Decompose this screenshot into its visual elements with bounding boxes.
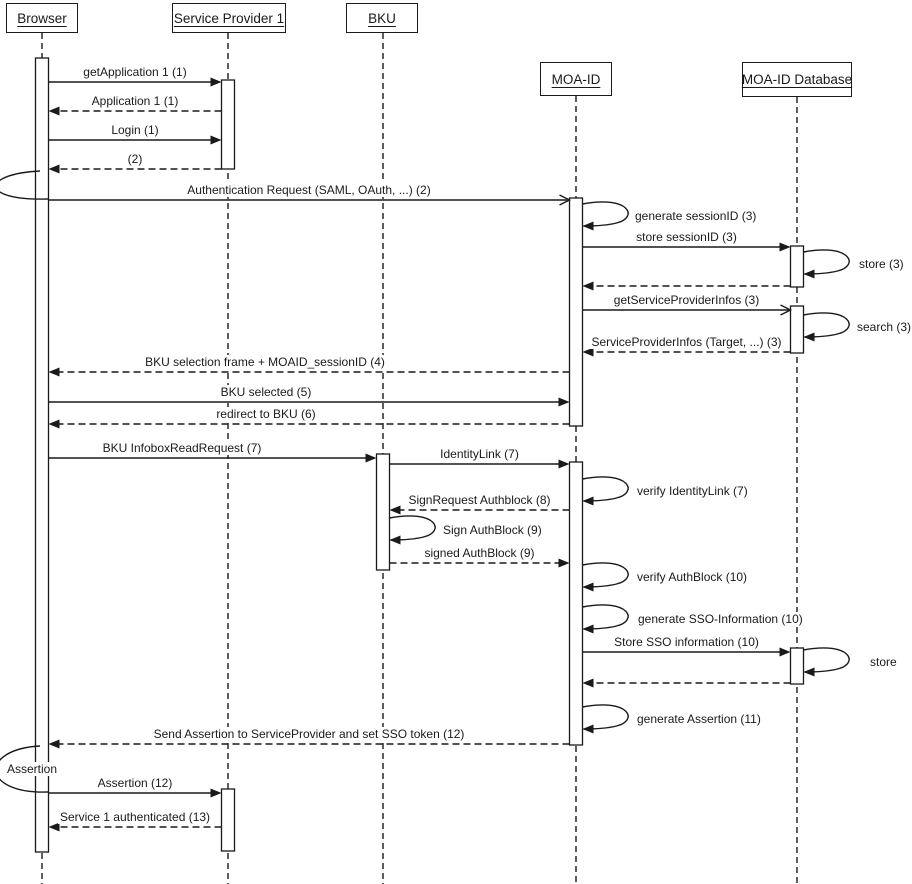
actor-label-sp1: Service Provider 1: [173, 10, 285, 26]
actor-moaid: [540, 62, 612, 96]
arrowhead: [583, 282, 594, 291]
arrowhead: [804, 668, 815, 677]
arrowhead: [211, 136, 222, 145]
arrowhead: [211, 78, 222, 87]
arrowhead: [49, 107, 60, 116]
arrowhead: [49, 165, 60, 174]
activation-moaid: [570, 462, 583, 745]
self-message-loop: [583, 202, 629, 226]
actor-bku: [346, 3, 418, 33]
self-message-label: generate sessionID (3): [635, 209, 757, 223]
arrowhead: [583, 625, 594, 634]
self-message-loop: [583, 563, 629, 587]
self-message-label: generate SSO-Information (10): [638, 612, 803, 626]
arrowhead: [780, 648, 791, 657]
activation-moaid: [570, 198, 583, 426]
self-message-loop: [804, 648, 850, 672]
message-label: Store SSO information (10): [614, 635, 759, 649]
arrowhead: [49, 740, 60, 749]
actor-sp1: [172, 3, 286, 33]
message-label: Authentication Request (SAML, OAuth, ...) (2): [187, 183, 431, 197]
self-message-loop: [804, 313, 850, 337]
actor-moadb: [742, 62, 852, 97]
actor-browser: [6, 3, 78, 33]
arrowhead: [49, 368, 60, 377]
self-message-loop: [583, 705, 629, 729]
activation-moadb: [791, 648, 804, 684]
self-message-loop: [390, 516, 436, 540]
self-message-label: verify AuthBlock (10): [637, 570, 748, 584]
message-label: getServiceProviderInfos (3): [613, 293, 760, 307]
actor-label-moaid: MOA-ID: [551, 71, 601, 87]
actor-label-moadb: MOA-ID Database: [741, 72, 853, 87]
self-message-loop: [583, 605, 629, 629]
arrowhead: [583, 222, 594, 231]
self-message-label: generate Assertion (11): [637, 712, 761, 726]
message-label: SignRequest Authblock (8): [408, 493, 551, 507]
actor-label-browser: Browser: [17, 10, 67, 26]
arrowhead: [804, 333, 815, 342]
message-label: Application 1 (1): [91, 94, 179, 108]
arrowhead: [780, 243, 791, 252]
activation-browser: [36, 58, 49, 852]
self-message-loop: [804, 250, 850, 274]
message-label: IdentityLink (7): [440, 447, 519, 461]
message-label: Login (1): [111, 123, 159, 137]
message-label: Assertion (12): [97, 776, 173, 790]
arrowhead: [583, 583, 594, 592]
message-label: getApplication 1 (1): [83, 65, 187, 79]
message-label: store sessionID (3): [636, 230, 737, 244]
arrowhead: [390, 536, 401, 545]
self-message-label: store: [870, 655, 897, 669]
message-label: BKU selected (5): [220, 385, 312, 399]
arrowhead: [559, 559, 570, 568]
message-label: (2): [127, 152, 143, 166]
message-label: Send Assertion to ServiceProvider and set SSO token (12): [153, 727, 465, 741]
activation-moadb: [791, 306, 804, 353]
arrowhead: [583, 725, 594, 734]
arrowhead: [366, 454, 377, 463]
activation-sp1: [222, 789, 235, 851]
message-label: ServiceProviderInfos (Target, ...) (3): [591, 335, 782, 349]
arrowhead: [559, 398, 570, 407]
arrowhead: [559, 460, 570, 469]
activation-sp1: [222, 80, 235, 169]
message-label: signed AuthBlock (9): [424, 546, 535, 560]
arrowhead: [390, 506, 401, 515]
activation-moadb: [791, 246, 804, 287]
self-message-label: Sign AuthBlock (9): [443, 523, 542, 537]
arrowhead: [583, 679, 594, 688]
actor-label-bku: BKU: [368, 10, 396, 26]
loop-label: Assertion: [7, 761, 58, 776]
self-message-label: store (3): [859, 257, 904, 271]
arrowhead: [583, 497, 594, 506]
arrowhead: [49, 420, 60, 429]
message-label: redirect to BKU (6): [216, 407, 316, 421]
arrowhead: [211, 789, 222, 798]
activation-bku: [377, 454, 390, 570]
message-label: BKU InfoboxReadRequest (7): [102, 441, 262, 455]
self-message-label: search (3): [857, 320, 912, 334]
arrowhead: [804, 270, 815, 279]
self-message-label: verify IdentityLink (7): [637, 484, 748, 498]
message-label: BKU selection frame + MOAID_sessionID (4): [145, 355, 385, 369]
self-message-loop: [583, 477, 629, 501]
message-label: Service 1 authenticated (13): [59, 810, 211, 824]
